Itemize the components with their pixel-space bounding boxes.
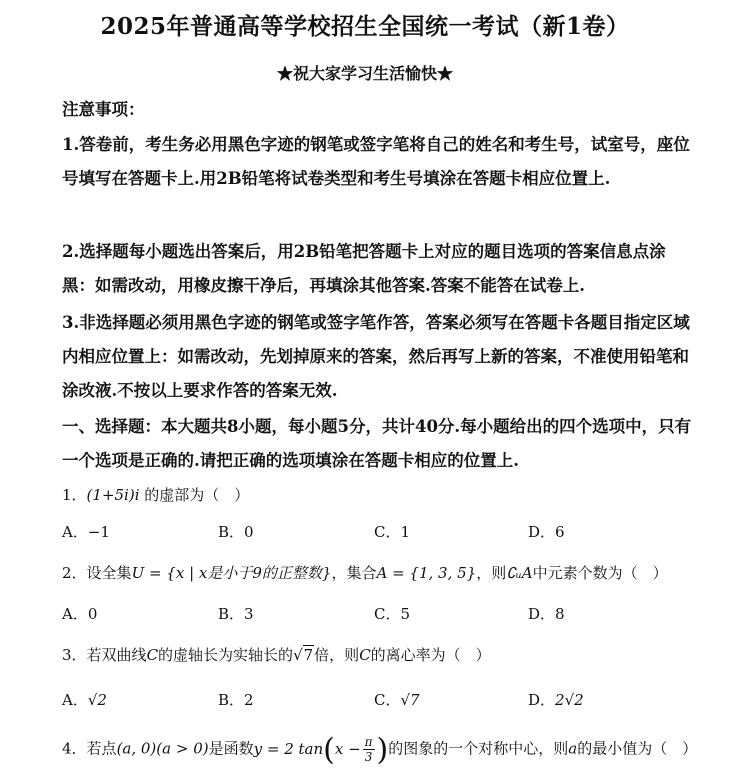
option-a: A．−1 (62, 523, 110, 541)
set-u: U = {x | x是小于9的正整数} (131, 564, 332, 582)
fraction-numerator: π (364, 735, 373, 749)
question-text: 若点 (86, 739, 117, 758)
option-letter: A． (62, 691, 88, 709)
question-text: 是函数 (208, 739, 254, 758)
right-paren: ) (376, 732, 389, 767)
option-c (374, 689, 420, 710)
curve-c: C (359, 646, 371, 664)
option-c: C．1 (374, 523, 411, 541)
complement-expression: ∁ᵤA (506, 564, 533, 582)
point-expression: (a, 0)(a > 0) (116, 739, 209, 758)
question-3-options (62, 689, 702, 711)
variable-a: a (568, 739, 578, 758)
question-text: ，则 (476, 564, 507, 582)
option-letter: C． (374, 691, 401, 709)
option-b: B．0 (218, 523, 254, 541)
notice-item-1: 1.答卷前，考生务必用黑色字迹的钢笔或签字笔将自己的姓名和考生号，试室号，座位号填写在答题卡上.用2B铅笔将试卷类型和考生号填涂在答题卡相应位置上. (62, 135, 690, 188)
question-number: 3． (62, 646, 87, 664)
question-number: 1． (62, 486, 87, 504)
question-text: 中元素个数为（ ） (532, 564, 668, 582)
question-2 (62, 562, 702, 583)
question-text: 倍，则 (314, 646, 360, 664)
question-number: 2． (62, 564, 87, 582)
question-text: 的离心率为（ ） (370, 646, 491, 664)
question-text: ，集合 (331, 564, 377, 582)
option-b: B．3 (218, 605, 254, 623)
option-value: 2 (244, 691, 254, 709)
option-d: D．6 (528, 523, 565, 541)
option-value: 2√2 (555, 691, 584, 709)
fraction (363, 735, 375, 764)
question-2-options (62, 603, 702, 625)
sqrt-expression: √7 (293, 646, 314, 664)
option-a (62, 689, 107, 710)
question-text: 的虚部为（ ） (139, 486, 250, 504)
complex-expression: (1+5i)i (86, 486, 140, 504)
question-4 (62, 732, 702, 767)
option-letter: D． (528, 691, 556, 709)
option-c: C．5 (374, 605, 411, 623)
option-value: √7 (400, 691, 420, 709)
question-number: 4． (62, 739, 87, 758)
question-text: 若双曲线 (86, 646, 147, 664)
set-a: A = {1, 3, 5} (376, 564, 477, 582)
question-text: 的最小值为（ ） (577, 739, 698, 758)
question-text: 的图象的一个对称中心，则 (388, 739, 569, 758)
question-text: 设全集 (86, 564, 132, 582)
function-argument: x − (334, 739, 361, 758)
question-text: 的虚轴长为实轴长的 (158, 646, 294, 664)
question-3 (62, 644, 702, 665)
notice-item-2: 2.选择题每小题选出答案后，用2B铅笔把答题卡上对应的题目选项的答案信息点涂黑：如需改动，用橡皮擦干净后，再填涂其他答案.答案不能答在试卷上. (62, 242, 666, 295)
question-1 (62, 484, 702, 505)
radicand: 7 (303, 646, 314, 664)
question-1-options (62, 521, 702, 543)
option-d: D．8 (528, 605, 565, 623)
fraction-denominator: 3 (364, 750, 373, 764)
option-d (528, 689, 584, 710)
exam-subtitle: ★祝大家学习生活愉快★ (276, 64, 453, 83)
section-heading: 一、选择题：本大题共8小题，每小题5分，共计40分.每小题给出的四个选项中，只有一个选项是正确的.请把正确的选项填涂在答题卡相应的位置上. (62, 417, 692, 470)
option-letter: B． (218, 691, 245, 709)
notice-heading: 注意事项： (62, 100, 145, 119)
function-lead: y = 2 tan (253, 739, 324, 758)
option-b (218, 689, 254, 710)
exam-title: 2025年普通高等学校招生全国统一考试（新1卷） (100, 13, 630, 40)
option-value: √2 (87, 691, 107, 709)
curve-c: C (146, 646, 159, 664)
left-paren: ( (323, 732, 335, 767)
option-a: A．0 (62, 605, 98, 623)
notice-item-3: 3.非选择题必须用黑色字迹的钢笔或签字笔作答，答案必须写在答题卡各题目指定区域内相应位置上：如需改动，先划掉原来的答案，然后再写上新的答案，不准使用铅笔和涂改液.不按以上要求作答的答案无效. (62, 313, 690, 400)
function-expression (253, 732, 389, 767)
